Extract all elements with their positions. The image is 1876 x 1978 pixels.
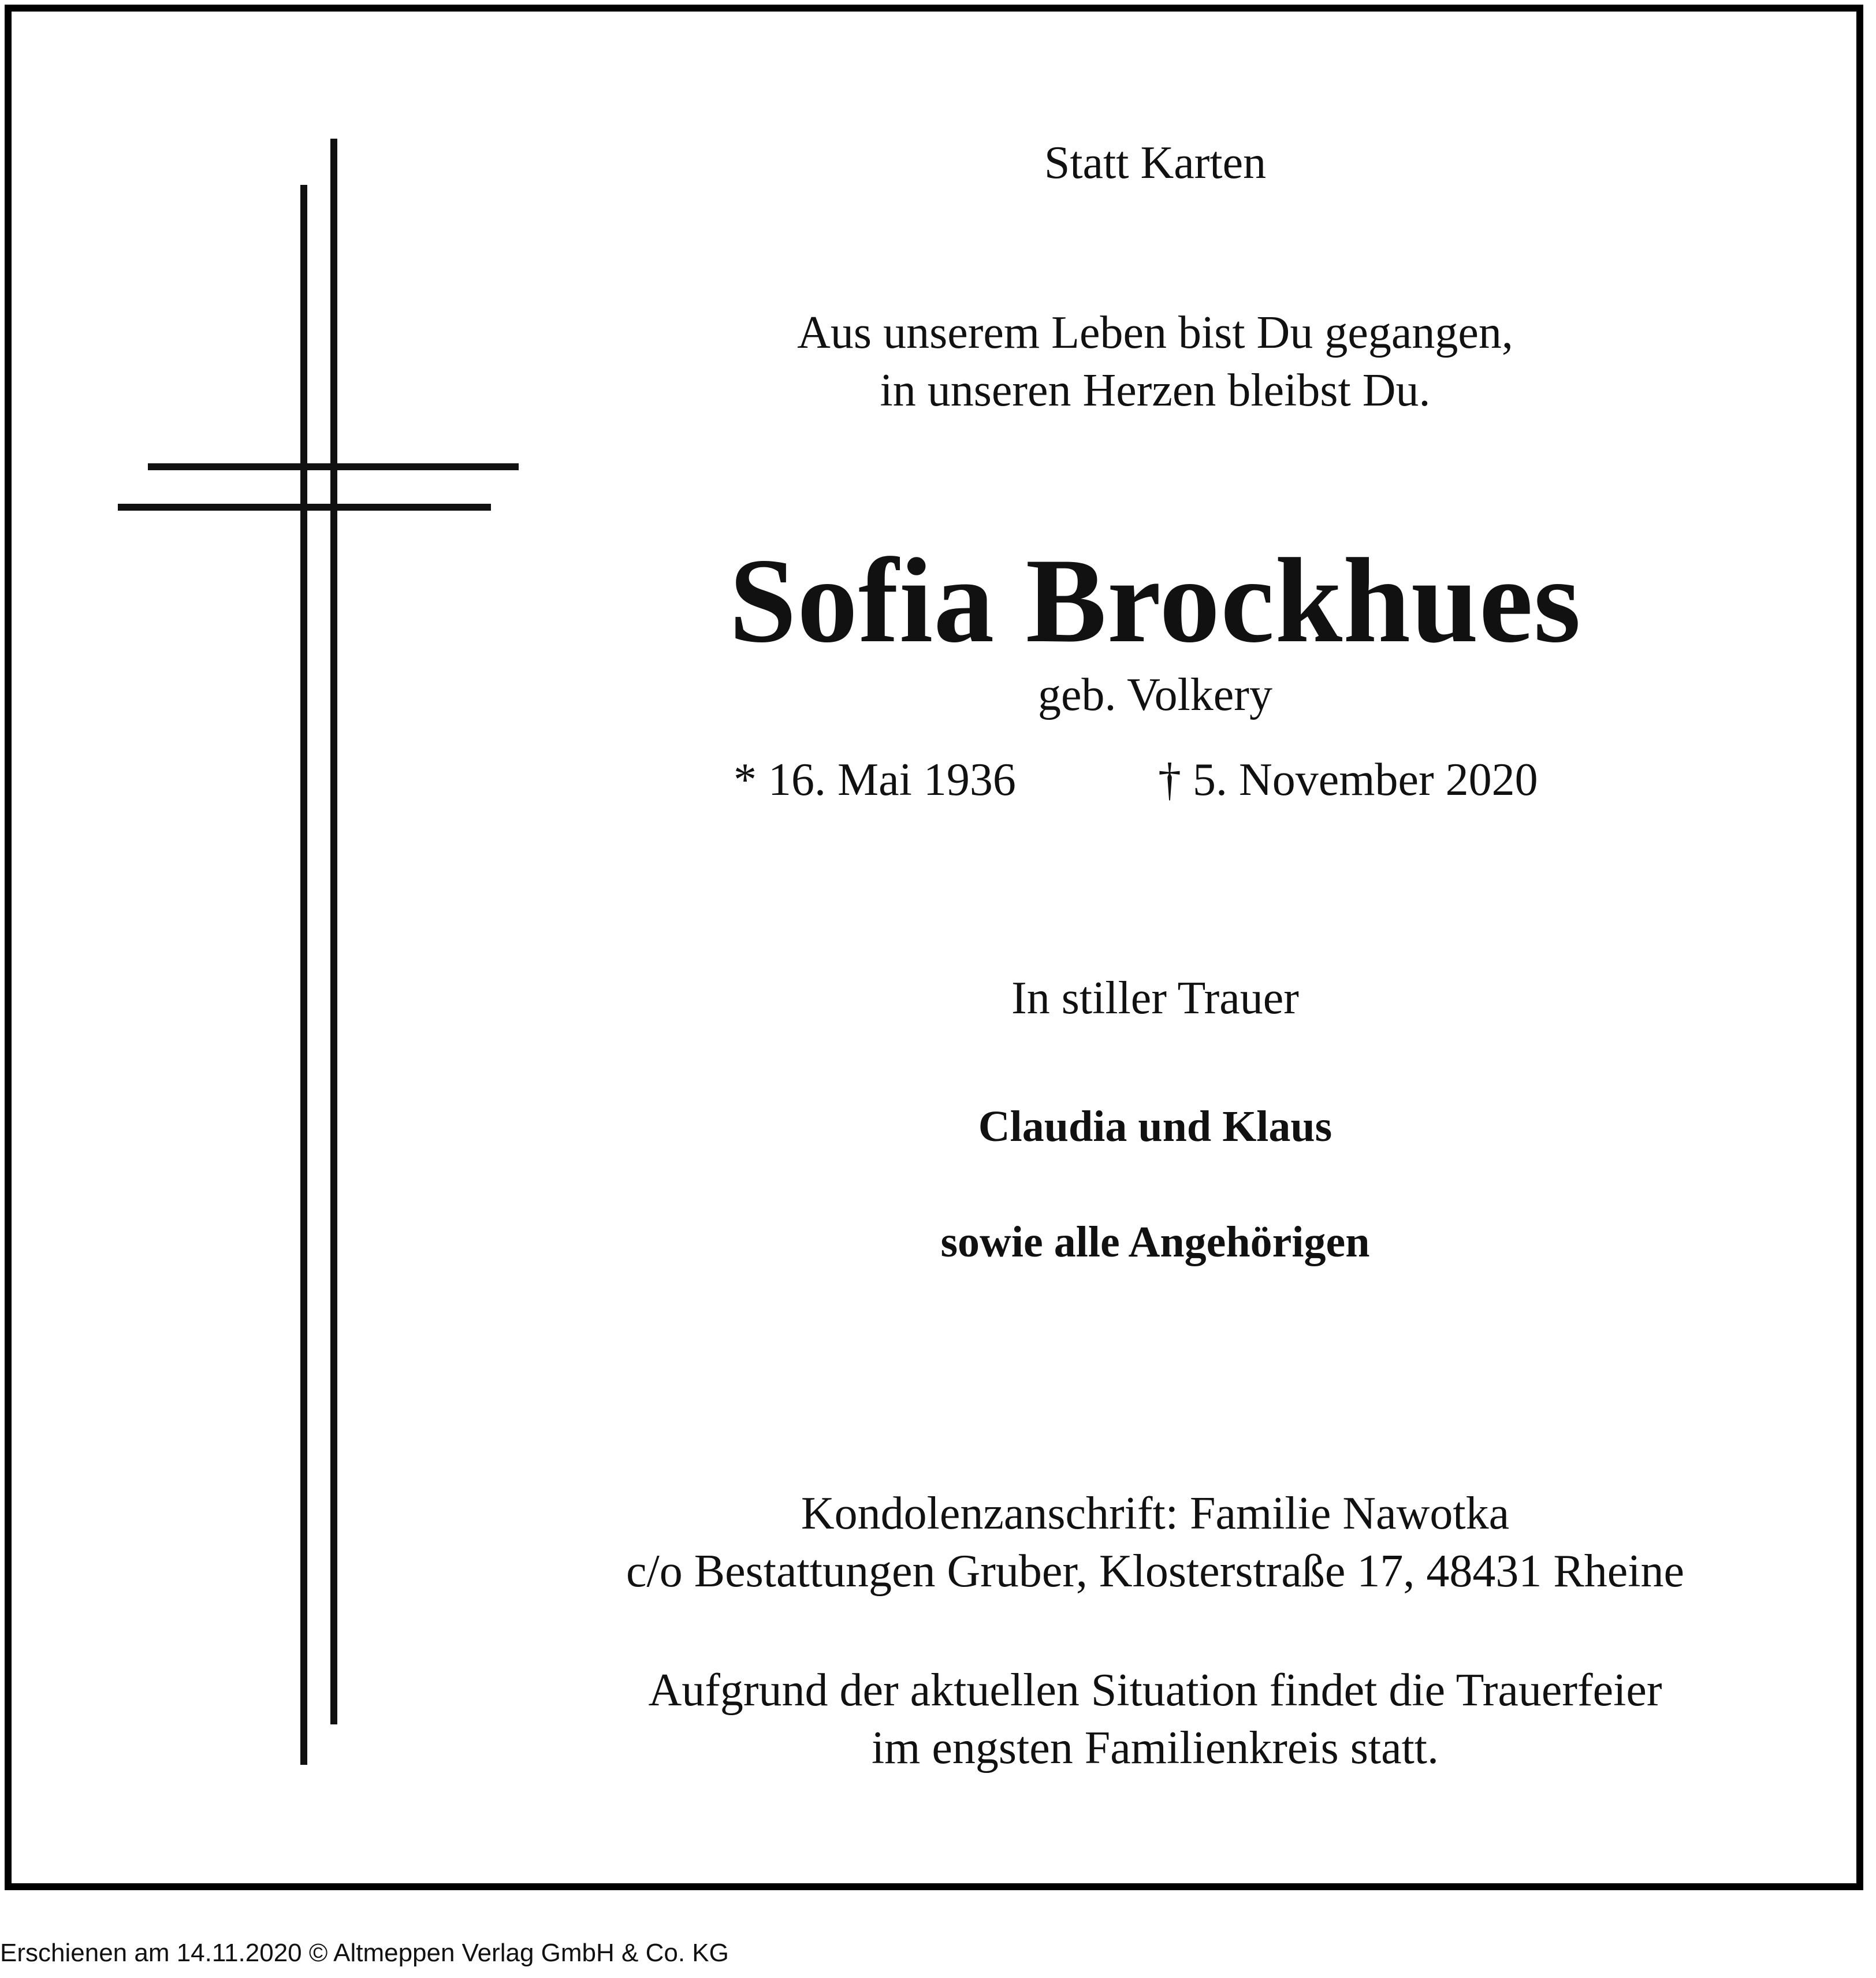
condolence-address [549, 1485, 1762, 1600]
publication-footer: Erschienen am 14.11.2020 © Altmeppen Verlag GmbH & Co. KG [0, 1939, 729, 1967]
deceased-name: Sofia Brockhues [729, 534, 1581, 668]
verse-line-2: in unseren Herzen bleibst Du. [880, 365, 1431, 416]
condolence-line-1: Kondolenzanschrift: Familie Nawotka [801, 1488, 1510, 1539]
death-date: † 5. November 2020 [1158, 754, 1538, 805]
verse-line-1: Aus unserem Leben bist Du gegangen, [797, 307, 1513, 358]
funeral-notice-line-1: Aufgrund der aktuellen Situation findet die Trauerfeier [648, 1665, 1662, 1716]
funeral-notice-line-2: im engsten Familienkreis statt. [871, 1723, 1439, 1773]
birth-date: * 16. Mai 1936 [734, 754, 1016, 805]
funeral-notice [549, 1661, 1762, 1777]
header-text: Statt Karten [1044, 137, 1267, 188]
maiden-name: geb. Volkery [1038, 670, 1272, 720]
obituary-frame [5, 5, 1863, 1890]
condolence-line-2: c/o Bestattungen Gruber, Klosterstraße 17, 48431 Rheine [626, 1546, 1684, 1597]
verse [549, 304, 1762, 419]
life-dates [549, 752, 1762, 810]
mourning-text: In stiller Trauer [1011, 973, 1299, 1024]
mourners-relatives: sowie alle Angehörigen [940, 1218, 1370, 1266]
mourners-names: Claudia und Klaus [978, 1102, 1332, 1151]
